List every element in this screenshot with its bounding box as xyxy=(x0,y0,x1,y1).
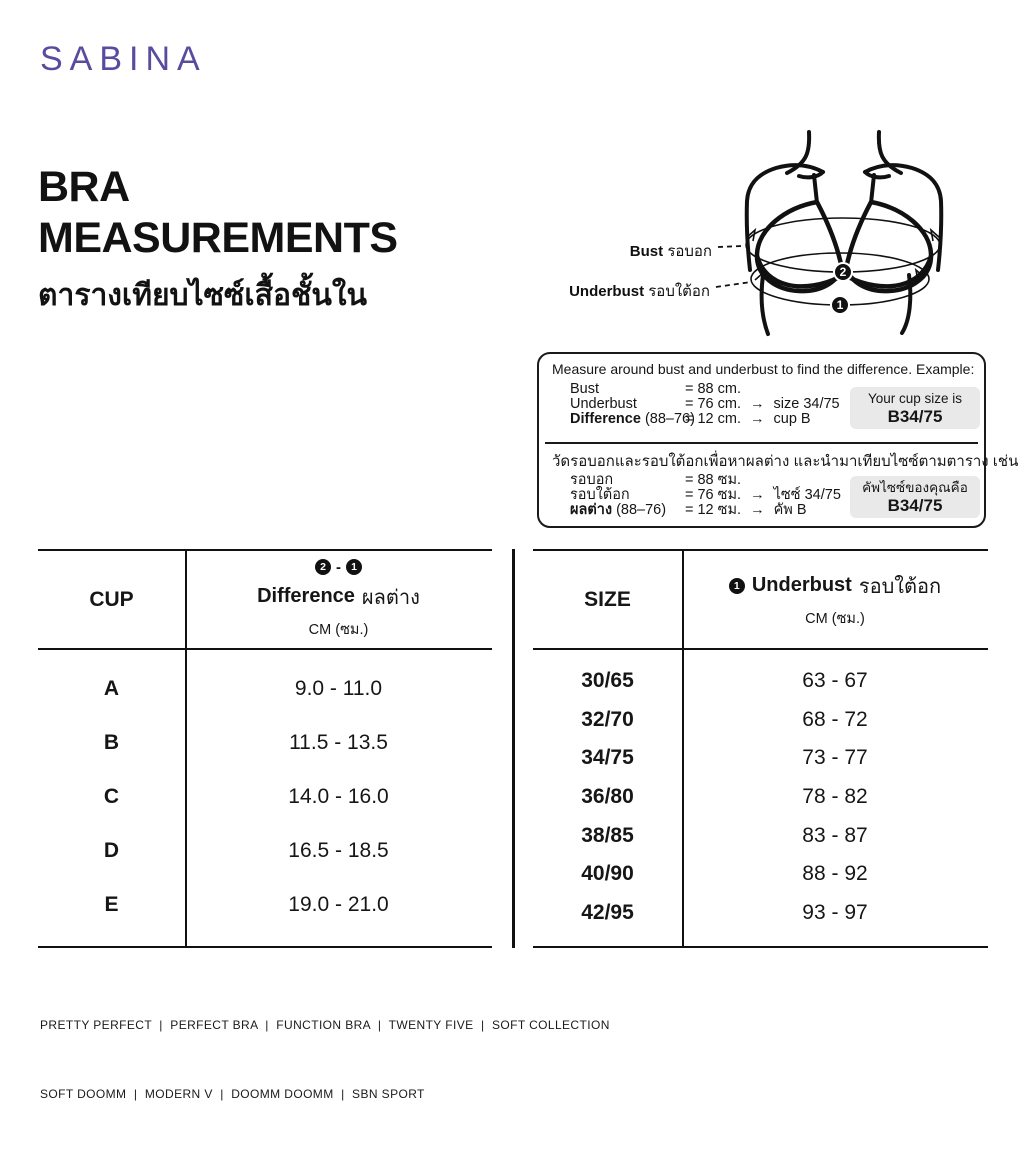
range-cell: 93 - 97 xyxy=(802,900,868,924)
guide-row-underbust-en xyxy=(570,397,870,412)
range-cell: 16.5 - 18.5 xyxy=(288,839,389,862)
underbust-label-en: Underbust xyxy=(569,283,645,300)
footer-line1: PRETTY PERFECT | PERFECT BRA | FUNCTION BRA | TWENTY FIVE | SOFT COLLECTION xyxy=(40,1018,610,1032)
range-cell: 11.5 - 13.5 xyxy=(289,731,388,754)
cup-difference-table xyxy=(38,549,492,948)
guide-row-result: cup B xyxy=(773,411,811,427)
range-cell: 88 - 92 xyxy=(802,862,868,886)
cup-column-header: CUP xyxy=(89,587,134,611)
difference-column-header xyxy=(185,551,492,648)
range-cell: 19.0 - 21.0 xyxy=(288,893,389,916)
guide-row-value: = 76 cm. xyxy=(685,396,742,412)
result-caption-th: คัพไซซ์ของคุณคือ xyxy=(862,480,968,495)
table-row xyxy=(533,785,988,809)
cup-cell: E xyxy=(104,893,119,916)
range-cell: 68 - 72 xyxy=(802,707,868,731)
arrow-icon: → xyxy=(750,502,765,518)
guide-row-label: Difference xyxy=(570,411,641,427)
range-cell: 78 - 82 xyxy=(802,784,868,808)
guide-row-label: รอบอก xyxy=(570,472,614,488)
size-table-body xyxy=(533,650,988,946)
size-cell: 38/85 xyxy=(581,823,634,847)
bra-figure-drawing xyxy=(530,128,1000,352)
guide-section-english xyxy=(539,354,984,442)
cup-cell: B xyxy=(103,731,120,754)
page-title-line2: MEASUREMENTS xyxy=(38,214,398,262)
underbust-header-en: Underbust xyxy=(751,574,852,596)
guide-row-difference-th xyxy=(570,503,870,518)
footer-line2: SOFT DOOMM | MODERN V | DOOMM DOOMM | SBN SPORT xyxy=(40,1087,425,1101)
table-row xyxy=(533,746,988,770)
guide-row-value: = 88 cm. xyxy=(685,381,742,397)
cup-cell: A xyxy=(103,677,120,700)
arrow-icon: → xyxy=(750,411,765,427)
range-cell: 63 - 67 xyxy=(802,669,868,693)
size-cell: 36/80 xyxy=(581,784,634,808)
underbust-label-th: รอบใต้อก xyxy=(648,283,710,300)
guide-row-value: = 76 ซม. xyxy=(685,487,742,503)
underbust-label xyxy=(569,279,710,303)
size-table-header xyxy=(533,551,988,650)
difference-header-en: Difference xyxy=(257,585,355,607)
guide-row-value: = 88 ซม. xyxy=(685,472,742,488)
badge-separator: - xyxy=(336,558,341,576)
cup-cell: D xyxy=(103,839,120,862)
result-caption-en: Your cup size is xyxy=(867,391,963,406)
arrow-icon: → xyxy=(750,487,765,503)
cup-table-body xyxy=(38,650,492,946)
leader-lines xyxy=(716,246,751,287)
range-cell: 73 - 77 xyxy=(802,746,868,770)
cup-size-result-box-en xyxy=(850,387,980,429)
difference-header-th: ผลต่าง xyxy=(361,586,420,609)
table-row xyxy=(38,839,492,863)
badge-2-icon: 2 xyxy=(315,559,331,575)
bust-label-en: Bust xyxy=(629,243,664,260)
badge-1-icon: 1 xyxy=(729,578,745,594)
underbust-leader-line xyxy=(716,282,751,287)
arrow-icon: → xyxy=(750,396,765,412)
bust-number-badge: 2 xyxy=(833,262,853,282)
unit-label: CM (ซม.) xyxy=(805,610,865,627)
guide-row-value: = 12 ซม. xyxy=(685,502,742,518)
table-row xyxy=(533,824,988,848)
guide-row-label: Underbust xyxy=(570,396,637,412)
size-cell: 40/90 xyxy=(581,862,634,886)
cup-cell: C xyxy=(103,785,120,808)
size-cell: 42/95 xyxy=(581,900,634,924)
bust-label xyxy=(630,239,712,263)
result-value-th: B34/75 xyxy=(887,496,943,515)
underbust-column-header xyxy=(682,551,988,648)
product-lines-footer xyxy=(40,968,610,1152)
table-row xyxy=(533,708,988,732)
size-cell: 34/75 xyxy=(581,746,634,770)
cup-size-result-box-th xyxy=(850,476,980,518)
measuring-guide-box xyxy=(537,352,1019,528)
range-cell: 83 - 87 xyxy=(802,823,868,847)
guide-row-label-note: (88–76) xyxy=(616,502,667,518)
size-cell: 30/65 xyxy=(581,669,634,693)
table-row xyxy=(533,862,988,886)
brand-logo: SABINA xyxy=(40,40,207,78)
table-row xyxy=(38,731,492,755)
bust-leader-line xyxy=(718,246,743,247)
bust-label-th: รอบอก xyxy=(667,243,712,260)
result-value-en: B34/75 xyxy=(887,407,943,426)
table-row xyxy=(533,669,988,693)
guide-row-result: size 34/75 xyxy=(773,396,840,412)
guide-row-label: Bust xyxy=(570,381,600,397)
underbust-number-badge: 1 xyxy=(830,295,850,315)
range-cell: 14.0 - 16.0 xyxy=(288,785,389,808)
page-subtitle-thai: ตารางเทียบไซซ์เสื้อชั้นใน xyxy=(38,279,368,312)
underbust-arrow-left xyxy=(755,272,764,283)
guide-intro-th: วัดรอบอกและรอบใต้อกเพื่อหาผลต่าง และนำมาเทียบไซซ์ตามตาราง เช่น xyxy=(552,453,1019,470)
underbust-header-th: รอบใต้อก xyxy=(858,575,942,598)
guide-row-difference-en xyxy=(570,412,870,427)
guide-row-bust-en xyxy=(570,382,870,397)
guide-row-label-note: (88–76) xyxy=(644,411,695,427)
guide-row-bust-th xyxy=(570,473,870,488)
page-title-line1: BRA xyxy=(38,163,130,211)
size-column-header: SIZE xyxy=(584,587,631,611)
tables-divider xyxy=(512,549,515,948)
guide-section-thai xyxy=(539,444,1019,526)
guide-intro-en: Measure around bust and underbust to find the difference. Example: xyxy=(552,361,975,377)
cup-table-header xyxy=(38,551,492,650)
guide-row-result: ไซซ์ 34/75 xyxy=(773,487,841,503)
badge-formula xyxy=(315,559,362,576)
range-cell: 9.0 - 11.0 xyxy=(294,677,383,700)
size-cell: 32/70 xyxy=(581,707,634,731)
bra-measurement-diagram xyxy=(530,128,1000,352)
table-row xyxy=(38,677,492,701)
table-row xyxy=(533,901,988,925)
guide-row-result: คัพ B xyxy=(773,502,807,518)
guide-row-label: รอบใต้อก xyxy=(570,487,630,503)
size-underbust-table xyxy=(533,549,988,948)
badge-1-icon: 1 xyxy=(346,559,362,575)
table-row xyxy=(38,893,492,917)
unit-label: CM (ซม.) xyxy=(308,621,369,638)
guide-row-label: ผลต่าง xyxy=(570,502,613,518)
page-title xyxy=(38,162,398,264)
table-row xyxy=(38,785,492,809)
guide-row-value: = 12 cm. xyxy=(685,411,742,427)
guide-row-underbust-th xyxy=(570,488,870,503)
